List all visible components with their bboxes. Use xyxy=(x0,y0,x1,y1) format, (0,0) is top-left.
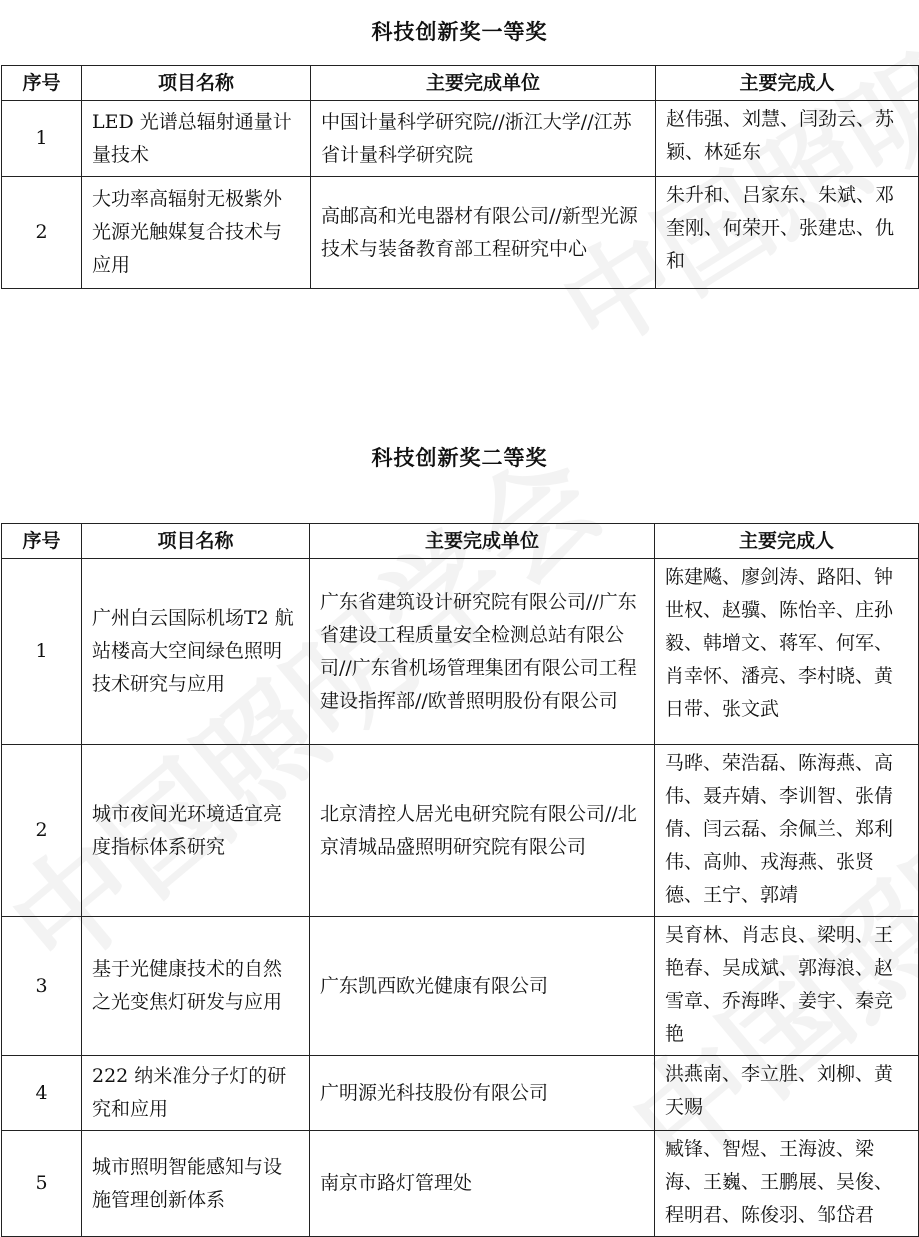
completion-people: 朱升和、吕家东、朱斌、邓奎刚、何荣开、张建忠、仇和 xyxy=(656,177,919,289)
table-row xyxy=(2,1131,919,1237)
completion-people: 陈建飚、廖剑涛、路阳、钟世权、赵骥、陈怡辛、庄孙毅、韩增文、蒋军、何军、肖幸怀、潘亮、李村晓、黄日带、张文武 xyxy=(655,559,919,745)
row-number: 3 xyxy=(2,917,82,1056)
table-row xyxy=(2,745,919,917)
table-row xyxy=(2,917,919,1056)
completion-units: 南京市路灯管理处 xyxy=(310,1131,655,1237)
row-number: 4 xyxy=(2,1056,82,1131)
row-number: 2 xyxy=(2,745,82,917)
section-title-second-prize: 科技创新奖二等奖 xyxy=(371,446,548,470)
table-row xyxy=(2,101,919,177)
project-name: 大功率高辐射无极紫外光源光触媒复合技术与应用 xyxy=(82,177,311,289)
row-number: 5 xyxy=(2,1131,82,1237)
completion-units: 北京清控人居光电研究院有限公司//北京清城品盛照明研究院有限公司 xyxy=(310,745,655,917)
project-name: 广州白云国际机场T2 航站楼高大空间绿色照明技术研究与应用 xyxy=(82,559,310,745)
table-row xyxy=(2,1056,919,1131)
completion-units: 高邮高和光电器材有限公司//新型光源技术与装备教育部工程研究中心 xyxy=(311,177,656,289)
completion-units: 广明源光科技股份有限公司 xyxy=(310,1056,655,1131)
project-name: 城市照明智能感知与设施管理创新体系 xyxy=(82,1131,310,1237)
table-header-row xyxy=(2,524,919,559)
row-number: 1 xyxy=(2,559,82,745)
completion-people: 臧锋、智煜、王海波、梁海、王巍、王鹏展、吴俊、程明君、陈俊羽、邹岱君 xyxy=(655,1131,919,1237)
second-prize-table xyxy=(1,523,919,1237)
completion-units: 中国计量科学研究院//浙江大学//江苏省计量科学研究院 xyxy=(311,101,656,177)
first-prize-table xyxy=(1,65,919,289)
table-header-row xyxy=(2,66,919,101)
header-people: 主要完成人 xyxy=(655,524,919,559)
project-name: LED 光谱总辐射通量计量技术 xyxy=(82,101,311,177)
project-name: 城市夜间光环境适宜亮度指标体系研究 xyxy=(82,745,310,917)
row-number: 1 xyxy=(2,101,82,177)
header-people: 主要完成人 xyxy=(656,66,919,101)
project-name: 222 纳米准分子灯的研究和应用 xyxy=(82,1056,310,1131)
project-name: 基于光健康技术的自然之光变焦灯研发与应用 xyxy=(82,917,310,1056)
completion-people: 洪燕南、李立胜、刘柳、黄天赐 xyxy=(655,1056,919,1131)
completion-people: 赵伟强、刘慧、闫劲云、苏颖、林延东 xyxy=(656,101,919,177)
completion-people: 吴育林、肖志良、梁明、王艳春、吴成斌、郭海浪、赵雪章、乔海晔、姜宇、秦竞艳 xyxy=(655,917,919,1056)
header-project: 项目名称 xyxy=(82,524,310,559)
header-no: 序号 xyxy=(2,524,82,559)
table-row xyxy=(2,559,919,745)
section-title-first-prize: 科技创新奖一等奖 xyxy=(371,20,548,44)
completion-people: 马晔、荣浩磊、陈海燕、高伟、聂卉婧、李训智、张倩倩、闫云磊、余佩兰、郑利伟、高帅、戎海燕、张贤德、王宁、郭靖 xyxy=(655,745,919,917)
completion-units: 广东凯西欧光健康有限公司 xyxy=(310,917,655,1056)
header-units: 主要完成单位 xyxy=(311,66,656,101)
header-project: 项目名称 xyxy=(82,66,311,101)
completion-units: 广东省建筑设计研究院有限公司//广东省建设工程质量安全检测总站有限公司//广东省机场管理集团有限公司工程建设指挥部//欧普照明股份有限公司 xyxy=(310,559,655,745)
header-no: 序号 xyxy=(2,66,82,101)
table-row xyxy=(2,177,919,289)
header-units: 主要完成单位 xyxy=(310,524,655,559)
row-number: 2 xyxy=(2,177,82,289)
